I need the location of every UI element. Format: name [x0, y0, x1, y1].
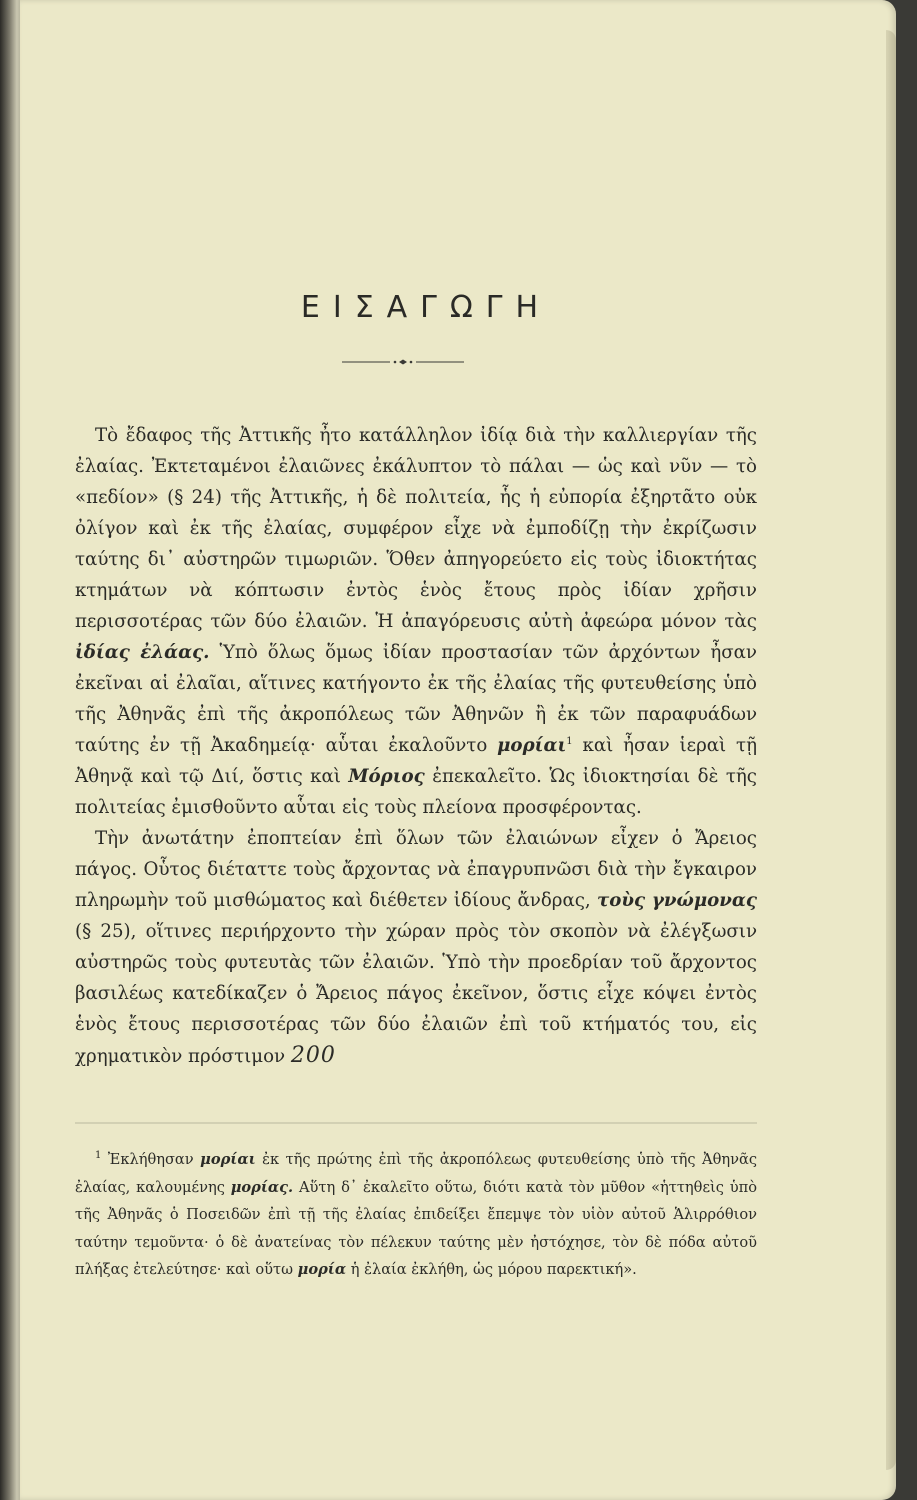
- title-divider: [342, 357, 464, 367]
- page-edge: [886, 30, 896, 1470]
- book-page: [20, 0, 896, 1500]
- paragraph-2: Τὴν ἀνωτάτην ἐποπτείαν ἐπὶ ὅλων τῶν ἐλαιώνων εἶχεν ὁ Ἄρειος πάγος. Οὗτος διέταττε τοὺς ἄρχοντας νὰ ἐπαγρυπνῶσι διὰ τὴν ἔγκαιρον πληρωμὴν τοῦ μισθώματος καὶ διέθετεν ἰδίους ἄνδρας, τοὺς γνώμονας (§ 25), οἵτινες περιήρχοντο τὴν χώραν πρὸς τὸν σκοπὸν νὰ ἐλέγξωσιν αὐστηρῶς τοὺς φυτευτὰς τῶν ἐλαιῶν. Ὑπὸ τὴν προεδρίαν τοῦ ἄρχοντος βασιλέως κατεδίκαζεν ὁ Ἄρειος πάγος ἐκεῖνον, ὅστις εἶχε κόψει ἐντὸς ἑνὸς ἔτους περισσοτέρας τῶν δύο ἐλαιῶν ἐπὶ τοῦ κτήματός του, εἰς χρηματικὸν πρόστιμον 200: [75, 828, 757, 1068]
- footnote-mark: 1: [95, 1150, 102, 1162]
- footnote-1: $^1$ Ἐκλήθησαν μορίαι ἐκ τῆς πρώτης ἐπὶ τῆς ἀκροπόλεως φυτευθείσης ὑπὸ τῆς Ἀθηνᾶς ἐλαίας, καλουμένης μορίας. Αὕτη δ᾽ ἐκαλεῖτο οὕτω, διότι κατὰ τὸν μῦθον «ἡττηθεὶς ὑπὸ τῆς Ἀθηνᾶς ὁ Ποσειδῶν ἐπὶ τῇ τῆς ἐλαίας ἐπιδείξει ἔπεμψε τὸν υἱὸν αὐτοῦ Ἁλιρρόθιον ταύτην τεμοῦντα· ὁ δὲ ἀνατείνας τὸν πέλεκυν ταύτης μὲν ἠστόχησε, τὸν δὲ πόδα αὐτοῦ πλήξας ἐτελεύτησε· καὶ οὕτω μορία ἡ ἐλαία ἐκλήθη, ὡς μόρου παρεκτική».: [75, 1150, 758, 1278]
- chapter-title: ΕΙΣΑΓΩΓΗ: [300, 290, 552, 325]
- footnote: [75, 1146, 757, 1284]
- footnote-rule: [75, 1122, 757, 1124]
- main-text: [75, 420, 757, 1072]
- paragraph-1: Τὸ ἔδαφος τῆς Ἀττικῆς ἦτο κατάλληλον ἰδίᾳ διὰ τὴν καλλιεργίαν τῆς ἐλαίας. Ἐκτεταμένοι ἐλαιῶνες ἐκάλυπτον τὸ πάλαι — ὡς καὶ νῦν — τὸ «πεδίον» (§ 24) τῆς Ἀττικῆς, ἡ δὲ πολιτεία, ἧς ἡ εὐπορία ἐξηρτᾶτο οὐκ ὀλίγον καὶ ἐκ τῆς ἐλαίας, συμφέρον εἶχε νὰ ἐμποδίζῃ τὴν ἐκρίζωσιν ταύτης δι᾽ αὐστηρῶν τιμωριῶν. Ὅθεν ἀπηγορεύετο εἰς τοὺς ἰδιοκτήτας κτημάτων νὰ κόπτωσιν ἐντὸς ἑνὸς ἔτους πρὸς ἰδίαν χρῆσιν περισσοτέρας τῶν δύο ἐλαιῶν. Ἡ ἀπαγόρευσις αὐτὴ ἀφεώρα μόνον τὰς ἰδίας ἐλάας. Ὑπὸ ὅλως ὅμως ἰδίαν προστασίαν τῶν ἀρχόντων ἦσαν ἐκεῖναι αἱ ἐλαῖαι, αἵτινες κατήγοντο ἐκ τῆς ἐλαίας τῆς φυτευθείσης ὑπὸ τῆς Ἀθηνᾶς ἐπὶ τῆς ἀκροπόλεως τῶν Ἀθηνῶν ἢ ἐκ τῶν παραφυάδων ταύτης ἐν τῇ Ἀκαδημείᾳ· αὗται ἐκαλοῦντο μορίαι$^1$ καὶ ἦσαν ἱεραὶ τῇ Ἀθηνᾷ καὶ τῷ Διί, ὅστις καὶ Μόριος ἐπεκαλεῖτο. Ὡς ἰδιοκτησίαι δὲ τῆς πολιτείας ἐμισθοῦντο αὗται εἰς τοὺς πλείονα προσφέροντας.: [75, 425, 757, 818]
- footnote-reference: 1: [566, 735, 573, 747]
